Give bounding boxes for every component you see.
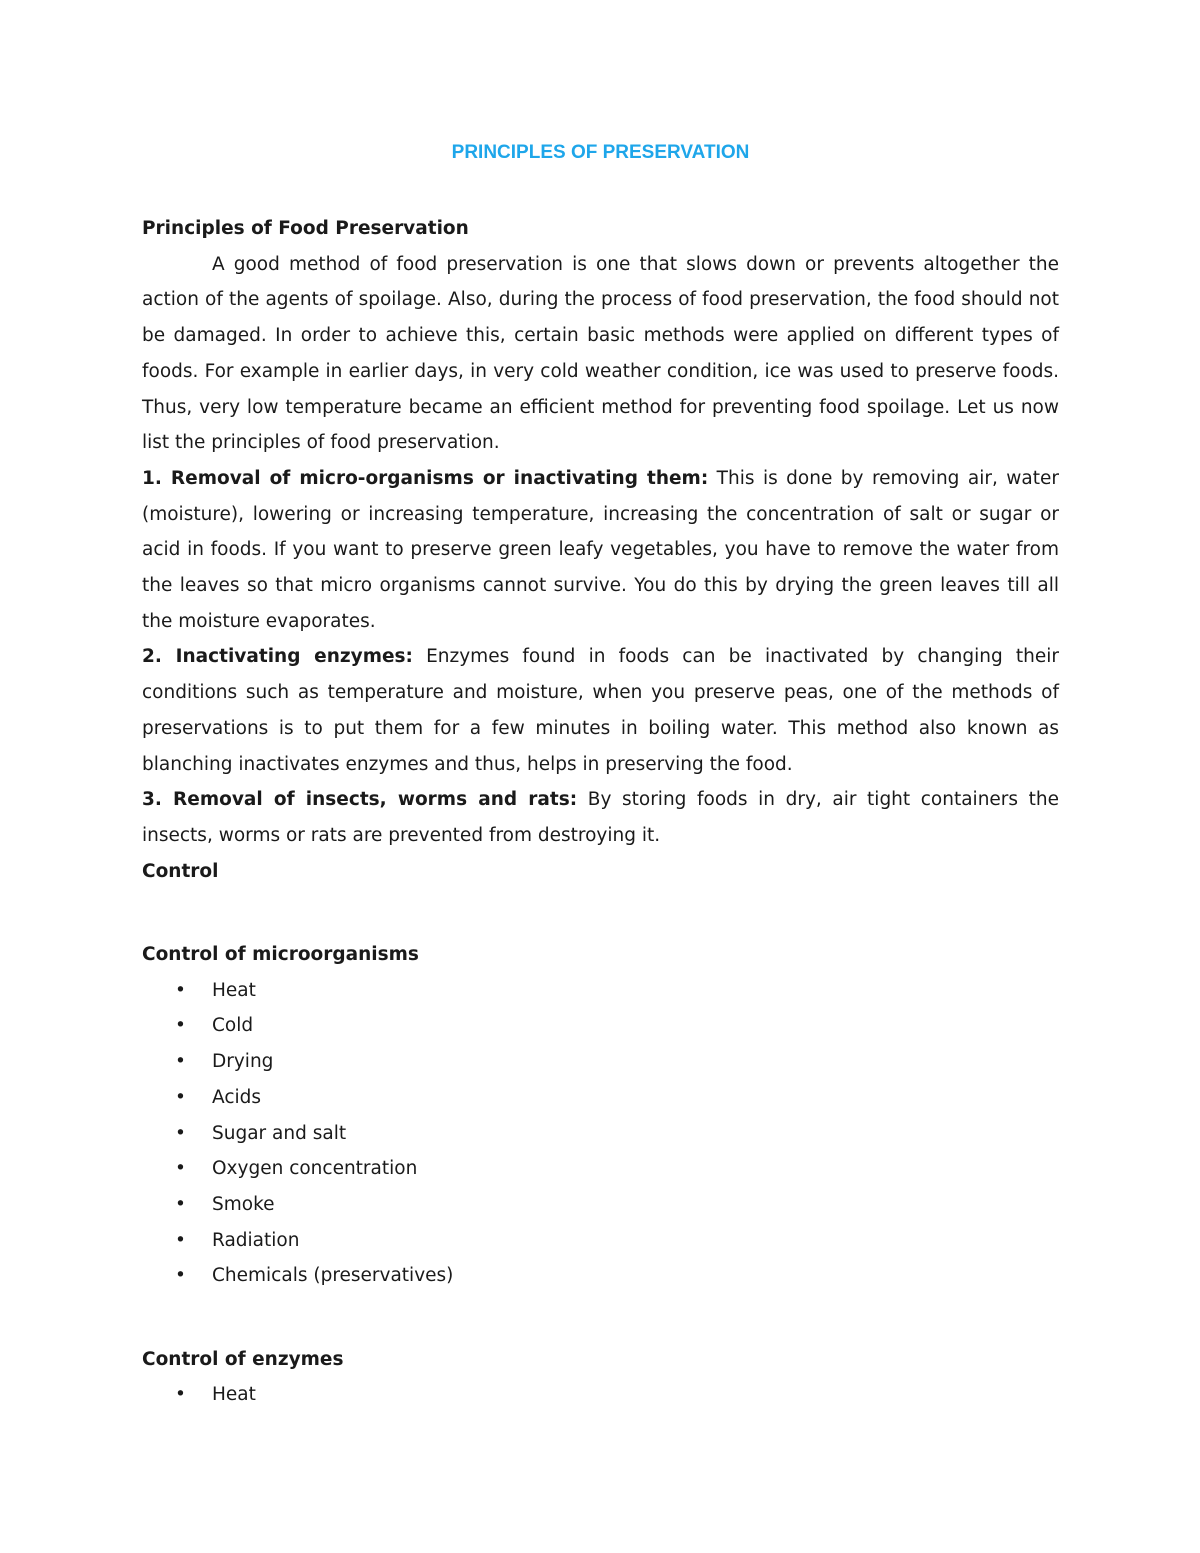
bullet-icon: • (175, 1158, 186, 1180)
list-item-label: Cold (212, 1015, 254, 1037)
bullet-icon: • (175, 1086, 186, 1108)
principle-2-text: Enzymes found in foods can be inactivated by changing their conditions such as temperature and moisture, when you preserve peas, one of the methods of preservations is to put them for a few minutes in boiling water. This method also known as blanching inactivates enzymes and thus, helps in preserving the food. (142, 646, 1059, 775)
list-item-label: Heat (212, 1384, 256, 1406)
bullet-icon: • (175, 1384, 186, 1406)
bullet-icon: • (175, 979, 186, 1001)
list-item-label: Radiation (212, 1229, 300, 1251)
list-item (142, 1116, 1059, 1152)
control-heading: Control (142, 860, 219, 882)
list-item (142, 1151, 1059, 1187)
spacer (142, 889, 1059, 937)
intro-paragraph: A good method of food preservation is one that slows down or prevents altogether the action of the agents of spoilage. Also, during the process of food preservation, the food should not be damaged. In order to achieve this, certain basic methods were applied on different types of foods. For example in earlier days, in very cold weather condition, ice was used to preserve foods. Thus, very low temperature became an efficient method for preventing food spoilage. Let us now list the principles of food preservation. (142, 253, 1059, 454)
list-item (142, 1258, 1059, 1294)
principle-3 (142, 782, 1059, 853)
list-item (142, 973, 1059, 1009)
principle-3-text: By storing foods in dry, air tight containers the insects, worms or rats are prevented from destroying it. (142, 789, 1060, 846)
list-item-label: Acids (212, 1086, 262, 1108)
document-body (142, 211, 1059, 1413)
list-item-label: Smoke (212, 1193, 275, 1215)
list-item (142, 1187, 1059, 1223)
principle-3-heading: 3. Removal of insects, worms and rats: (142, 789, 578, 811)
enzymes-heading: Control of enzymes (142, 1348, 344, 1370)
enzymes-list (142, 1377, 1059, 1413)
document-title: PRINCIPLES OF PRESERVATION (451, 142, 750, 163)
list-item-label: Heat (212, 979, 256, 1001)
microorganisms-list (142, 973, 1059, 1294)
principle-1-heading: 1. Removal of micro-organisms or inactivating them: (142, 467, 709, 489)
principle-1-text: This is done by removing air, water (moisture), lowering or increasing temperature, increasing the concentration of salt or sugar or acid in foods. If you want to preserve green leafy vegetables, you have to remove the water from the leaves so that micro organisms cannot survive. You do this by drying the green leaves till all the moisture evaporates. (142, 467, 1059, 632)
bullet-icon: • (175, 1015, 186, 1037)
list-item-label: Oxygen concentration (212, 1158, 418, 1180)
bullet-icon: • (175, 1051, 186, 1073)
microorganisms-heading: Control of microorganisms (142, 944, 419, 966)
bullet-icon: • (175, 1193, 186, 1215)
list-item (142, 1044, 1059, 1080)
principle-1 (142, 461, 1059, 640)
principle-2 (142, 639, 1059, 782)
list-item (142, 1080, 1059, 1116)
section-heading: Principles of Food Preservation (142, 218, 469, 239)
bullet-icon: • (175, 1122, 186, 1144)
list-item-label: Sugar and salt (212, 1122, 347, 1144)
list-item (142, 1008, 1059, 1044)
spacer (142, 1294, 1059, 1342)
list-item (142, 1377, 1059, 1413)
principle-2-heading: 2. Inactivating enzymes: (142, 646, 413, 668)
bullet-icon: • (175, 1265, 186, 1287)
bullet-icon: • (175, 1229, 186, 1251)
list-item (142, 1223, 1059, 1259)
list-item-label: Drying (212, 1051, 274, 1073)
list-item-label: Chemicals (preservatives) (212, 1265, 454, 1287)
